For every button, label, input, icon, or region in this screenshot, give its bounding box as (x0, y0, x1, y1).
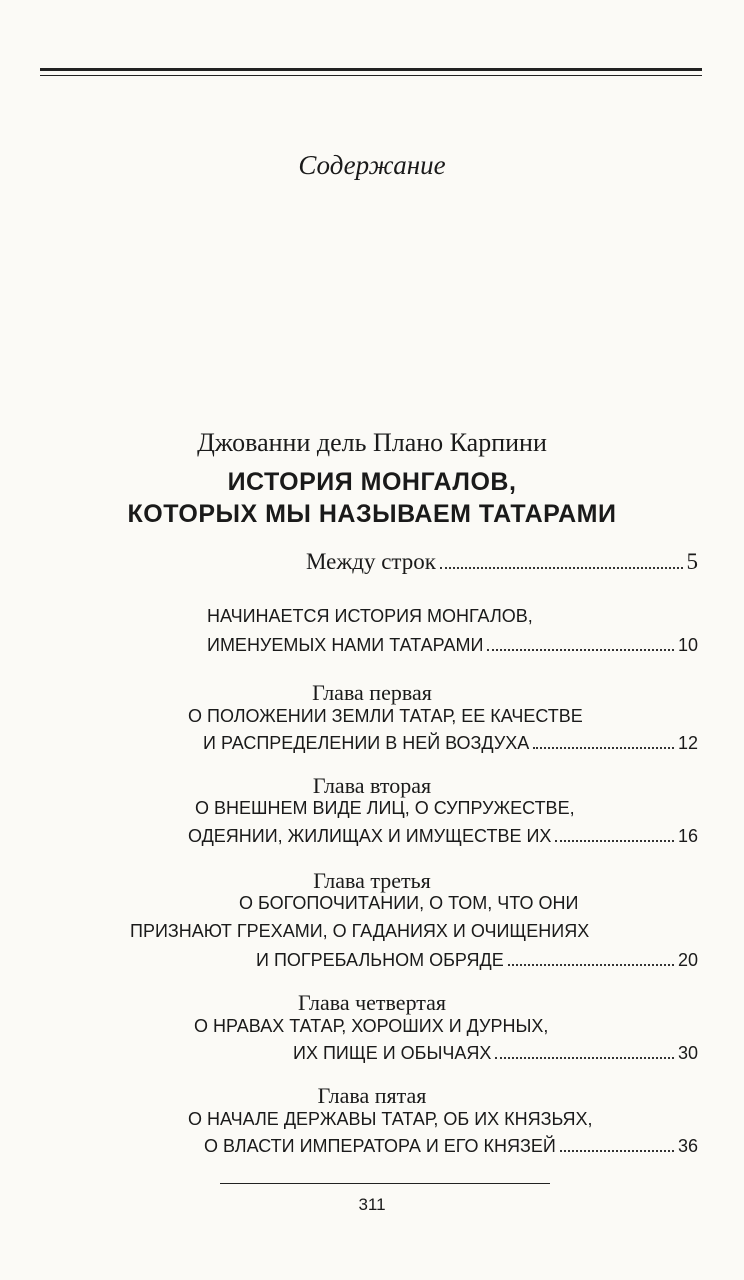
toc-entry-ch3 (256, 950, 698, 971)
toc-entry-intro (207, 635, 698, 656)
toc-entry-ch5-line1: О НАЧАЛЕ ДЕРЖАВЫ ТАТАР, ОБ ИХ КНЯЗЬЯХ, (188, 1109, 593, 1129)
book-title-line1: ИСТОРИЯ МОНГАЛОВ, (227, 468, 517, 496)
book-title-line2: КОТОРЫХ МЫ НАЗЫВАЕМ ТАТАРАМИ (127, 500, 617, 528)
toc-page-number: 10 (677, 635, 698, 655)
chapter-heading-3: Глава третья (313, 868, 431, 893)
page-title: Содержание (298, 150, 446, 180)
toc-entry-ch1 (203, 733, 698, 754)
toc-entry-ch3-line2: ПРИЗНАЮТ ГРЕХАМИ, О ГАДАНИЯХ И ОЧИЩЕНИЯХ (130, 921, 590, 941)
page-number: 311 (358, 1195, 386, 1214)
toc-entry-ch4 (293, 1043, 698, 1064)
chapter-heading-5: Глава пятая (317, 1083, 427, 1108)
dot-leader (495, 1057, 674, 1059)
toc-entry-ch2-line1: О ВНЕШНЕМ ВИДЕ ЛИЦ, О СУПРУЖЕСТВЕ, (195, 798, 575, 818)
toc-page-number: 36 (677, 1136, 698, 1156)
footer-rule (220, 1183, 550, 1184)
chapter-heading-4: Глава четвертая (297, 990, 447, 1015)
chapter-heading-2: Глава вторая (312, 773, 432, 798)
toc-page-number: 12 (677, 733, 698, 753)
dot-leader (487, 649, 674, 651)
toc-page-number: 30 (677, 1043, 698, 1063)
toc-entry-label: И ПОГРЕБАЛЬНОМ ОБРЯДЕ (256, 950, 504, 970)
chapter-heading-1: Глава первая (312, 680, 432, 705)
top-rule-thin (40, 75, 702, 76)
toc-entry-ch2 (188, 826, 698, 847)
toc-entry-preface (306, 549, 698, 575)
dot-leader (560, 1150, 674, 1152)
toc-entry-ch4-line1: О НРАВАХ ТАТАР, ХОРОШИХ И ДУРНЫХ, (194, 1016, 549, 1036)
toc-entry-ch3-line1: О БОГОПОЧИТАНИИ, О ТОМ, ЧТО ОНИ (239, 893, 579, 913)
toc-entry-label: Между строк (306, 549, 436, 574)
top-rule (40, 68, 702, 71)
toc-entry-label: ИМЕНУЕМЫХ НАМИ ТАТАРАМИ (207, 635, 484, 655)
toc-entry-label: И РАСПРЕДЕЛЕНИИ В НЕЙ ВОЗДУХА (203, 733, 530, 753)
toc-entry-ch1-line1: О ПОЛОЖЕНИИ ЗЕМЛИ ТАТАР, ЕЕ КАЧЕСТВЕ (188, 706, 583, 726)
toc-page-number: 5 (686, 549, 698, 574)
toc-entry-intro-line1: НАЧИНАЕТСЯ ИСТОРИЯ МОНГАЛОВ, (207, 606, 533, 626)
toc-entry-label: ИХ ПИЩЕ И ОБЫЧАЯХ (293, 1043, 492, 1063)
toc-entry-label: ОДЕЯНИИ, ЖИЛИЩАХ И ИМУЩЕСТВЕ ИХ (188, 826, 552, 846)
toc-page-number: 16 (677, 826, 698, 846)
toc-entry-label: О ВЛАСТИ ИМПЕРАТОРА И ЕГО КНЯЗЕЙ (204, 1136, 556, 1156)
dot-leader (440, 567, 683, 569)
author-name: Джованни дель Плано Карпини (197, 428, 547, 457)
toc-page-number: 20 (677, 950, 698, 970)
dot-leader (533, 747, 674, 749)
dot-leader (508, 964, 674, 966)
dot-leader (555, 840, 674, 842)
toc-entry-ch5 (204, 1136, 698, 1157)
